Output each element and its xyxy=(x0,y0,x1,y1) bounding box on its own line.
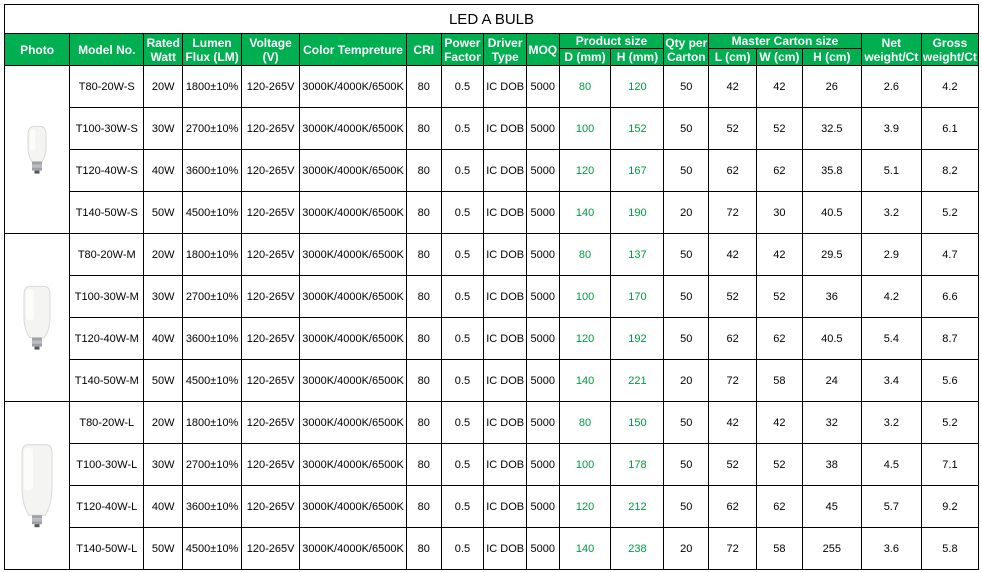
cell-lumen: 3600±10% xyxy=(183,318,242,360)
cell-watt: 20W xyxy=(144,234,183,276)
cell-pf: 0.5 xyxy=(441,150,484,192)
cell-gross: 4.7 xyxy=(921,234,978,276)
cell-watt: 30W xyxy=(144,444,183,486)
cell-voltage: 120-265V xyxy=(242,150,300,192)
cell-gross: 6.6 xyxy=(921,276,978,318)
cell-hc: 40.5 xyxy=(802,318,861,360)
cell-d: 80 xyxy=(559,402,611,444)
cell-moq: 5000 xyxy=(527,360,560,402)
cell-pf: 0.5 xyxy=(441,108,484,150)
cell-w: 42 xyxy=(757,234,803,276)
cell-watt: 30W xyxy=(144,108,183,150)
cell-d: 100 xyxy=(559,108,611,150)
cell-color: 3000K/4000K/6500K xyxy=(300,192,407,234)
cell-net: 5.7 xyxy=(861,486,921,528)
cell-qty: 50 xyxy=(664,66,709,108)
cell-cri: 80 xyxy=(406,150,441,192)
cell-w: 52 xyxy=(757,444,803,486)
header-cri: CRI xyxy=(406,34,441,66)
cell-l: 62 xyxy=(709,318,757,360)
cell-model: T120-40W-S xyxy=(70,150,144,192)
cell-d: 120 xyxy=(559,150,611,192)
cell-h: 167 xyxy=(611,150,664,192)
cell-h: 152 xyxy=(611,108,664,150)
cell-lumen: 2700±10% xyxy=(183,444,242,486)
header-rated-watt: Rated Watt xyxy=(144,34,183,66)
table-row xyxy=(5,444,979,486)
cell-w: 52 xyxy=(757,108,803,150)
cell-qty: 50 xyxy=(664,444,709,486)
table-row xyxy=(5,108,979,150)
cell-color: 3000K/4000K/6500K xyxy=(300,108,407,150)
header-model: Model No. xyxy=(70,34,144,66)
cell-pf: 0.5 xyxy=(441,318,484,360)
cell-d: 80 xyxy=(559,234,611,276)
header-power-factor: Power Factor xyxy=(441,34,484,66)
cell-cri: 80 xyxy=(406,444,441,486)
cell-driver: IC DOB xyxy=(484,192,527,234)
cell-driver: IC DOB xyxy=(484,486,527,528)
header-d-mm: D (mm) xyxy=(559,49,611,66)
header-voltage: Voltage (V) xyxy=(242,34,300,66)
cell-cri: 80 xyxy=(406,402,441,444)
cell-model: T80-20W-S xyxy=(70,66,144,108)
cell-l: 52 xyxy=(709,444,757,486)
cell-gross: 4.2 xyxy=(921,66,978,108)
cell-driver: IC DOB xyxy=(484,150,527,192)
cell-gross: 5.2 xyxy=(921,192,978,234)
cell-l: 72 xyxy=(709,360,757,402)
cell-w: 58 xyxy=(757,528,803,570)
cell-pf: 0.5 xyxy=(441,360,484,402)
cell-moq: 5000 xyxy=(527,318,560,360)
cell-pf: 0.5 xyxy=(441,528,484,570)
cell-hc: 32 xyxy=(802,402,861,444)
cell-voltage: 120-265V xyxy=(242,318,300,360)
cell-w: 42 xyxy=(757,66,803,108)
cell-gross: 5.6 xyxy=(921,360,978,402)
table-row xyxy=(5,486,979,528)
cell-gross: 8.2 xyxy=(921,150,978,192)
cell-model: T100-30W-S xyxy=(70,108,144,150)
cell-driver: IC DOB xyxy=(484,444,527,486)
cell-d: 120 xyxy=(559,486,611,528)
cell-color: 3000K/4000K/6500K xyxy=(300,444,407,486)
cell-watt: 20W xyxy=(144,66,183,108)
cell-driver: IC DOB xyxy=(484,276,527,318)
cell-l: 52 xyxy=(709,276,757,318)
cell-voltage: 120-265V xyxy=(242,108,300,150)
cell-lumen: 2700±10% xyxy=(183,108,242,150)
cell-net: 3.9 xyxy=(861,108,921,150)
cell-driver: IC DOB xyxy=(484,234,527,276)
cell-qty: 50 xyxy=(664,108,709,150)
cell-voltage: 120-265V xyxy=(242,192,300,234)
cell-voltage: 120-265V xyxy=(242,234,300,276)
cell-w: 52 xyxy=(757,276,803,318)
cell-h: 150 xyxy=(611,402,664,444)
cell-l: 72 xyxy=(709,192,757,234)
cell-h: 221 xyxy=(611,360,664,402)
cell-h: 190 xyxy=(611,192,664,234)
cell-moq: 5000 xyxy=(527,192,560,234)
cell-gross: 8.7 xyxy=(921,318,978,360)
led-bulb-large-icon xyxy=(7,406,67,566)
cell-watt: 50W xyxy=(144,528,183,570)
cell-pf: 0.5 xyxy=(441,402,484,444)
cell-net: 2.6 xyxy=(861,66,921,108)
cell-model: T140-50W-M xyxy=(70,360,144,402)
cell-net: 5.4 xyxy=(861,318,921,360)
cell-moq: 5000 xyxy=(527,486,560,528)
cell-net: 3.6 xyxy=(861,528,921,570)
cell-l: 42 xyxy=(709,402,757,444)
cell-pf: 0.5 xyxy=(441,66,484,108)
cell-lumen: 1800±10% xyxy=(183,66,242,108)
cell-h: 192 xyxy=(611,318,664,360)
cell-voltage: 120-265V xyxy=(242,444,300,486)
cell-watt: 50W xyxy=(144,360,183,402)
cell-model: T120-40W-L xyxy=(70,486,144,528)
cell-d: 140 xyxy=(559,528,611,570)
header-product-size: Product size xyxy=(559,34,664,49)
cell-pf: 0.5 xyxy=(441,192,484,234)
header-moq: MOQ xyxy=(527,34,560,66)
cell-voltage: 120-265V xyxy=(242,528,300,570)
cell-color: 3000K/4000K/6500K xyxy=(300,402,407,444)
cell-qty: 20 xyxy=(664,192,709,234)
cell-watt: 50W xyxy=(144,192,183,234)
cell-l: 62 xyxy=(709,150,757,192)
cell-d: 140 xyxy=(559,192,611,234)
cell-hc: 36 xyxy=(802,276,861,318)
cell-cri: 80 xyxy=(406,66,441,108)
cell-d: 120 xyxy=(559,318,611,360)
cell-hc: 32.5 xyxy=(802,108,861,150)
cell-moq: 5000 xyxy=(527,150,560,192)
cell-model: T100-30W-L xyxy=(70,444,144,486)
cell-qty: 50 xyxy=(664,486,709,528)
cell-pf: 0.5 xyxy=(441,444,484,486)
cell-color: 3000K/4000K/6500K xyxy=(300,276,407,318)
cell-hc: 26 xyxy=(802,66,861,108)
led-bulb-spec-table xyxy=(4,4,979,570)
cell-model: T100-30W-M xyxy=(70,276,144,318)
header-w-cm: W (cm) xyxy=(757,49,803,66)
cell-moq: 5000 xyxy=(527,402,560,444)
cell-cri: 80 xyxy=(406,318,441,360)
cell-w: 58 xyxy=(757,360,803,402)
cell-h: 238 xyxy=(611,528,664,570)
cell-voltage: 120-265V xyxy=(242,402,300,444)
cell-hc: 24 xyxy=(802,360,861,402)
cell-lumen: 4500±10% xyxy=(183,528,242,570)
cell-h: 120 xyxy=(611,66,664,108)
cell-l: 72 xyxy=(709,528,757,570)
cell-l: 42 xyxy=(709,66,757,108)
table-row xyxy=(5,360,979,402)
cell-net: 3.2 xyxy=(861,402,921,444)
cell-watt: 30W xyxy=(144,276,183,318)
table-title: LED A BULB xyxy=(5,5,979,34)
cell-gross: 9.2 xyxy=(921,486,978,528)
cell-color: 3000K/4000K/6500K xyxy=(300,528,407,570)
header-h-cm: H (cm) xyxy=(802,49,861,66)
cell-color: 3000K/4000K/6500K xyxy=(300,234,407,276)
cell-h: 137 xyxy=(611,234,664,276)
cell-driver: IC DOB xyxy=(484,402,527,444)
cell-d: 100 xyxy=(559,444,611,486)
cell-voltage: 120-265V xyxy=(242,66,300,108)
cell-driver: IC DOB xyxy=(484,360,527,402)
cell-qty: 50 xyxy=(664,318,709,360)
cell-net: 3.2 xyxy=(861,192,921,234)
header-lumen: Lumen Flux (LM) xyxy=(183,34,242,66)
cell-net: 5.1 xyxy=(861,150,921,192)
cell-color: 3000K/4000K/6500K xyxy=(300,150,407,192)
cell-w: 42 xyxy=(757,402,803,444)
cell-lumen: 3600±10% xyxy=(183,486,242,528)
cell-pf: 0.5 xyxy=(441,486,484,528)
table-row xyxy=(5,528,979,570)
cell-watt: 20W xyxy=(144,402,183,444)
cell-model: T120-40W-M xyxy=(70,318,144,360)
cell-hc: 255 xyxy=(802,528,861,570)
cell-h: 178 xyxy=(611,444,664,486)
cell-hc: 35.8 xyxy=(802,150,861,192)
product-photo-cell xyxy=(5,66,70,234)
cell-lumen: 2700±10% xyxy=(183,276,242,318)
cell-qty: 50 xyxy=(664,402,709,444)
product-photo-cell xyxy=(5,402,70,570)
table-row xyxy=(5,318,979,360)
cell-color: 3000K/4000K/6500K xyxy=(300,486,407,528)
cell-hc: 40.5 xyxy=(802,192,861,234)
table-row xyxy=(5,234,979,276)
cell-hc: 38 xyxy=(802,444,861,486)
table-row xyxy=(5,150,979,192)
cell-cri: 80 xyxy=(406,108,441,150)
cell-w: 62 xyxy=(757,318,803,360)
cell-voltage: 120-265V xyxy=(242,486,300,528)
cell-watt: 40W xyxy=(144,150,183,192)
cell-d: 80 xyxy=(559,66,611,108)
cell-qty: 50 xyxy=(664,150,709,192)
led-bulb-medium-icon xyxy=(7,238,67,398)
cell-moq: 5000 xyxy=(527,444,560,486)
cell-voltage: 120-265V xyxy=(242,360,300,402)
cell-driver: IC DOB xyxy=(484,528,527,570)
cell-model: T140-50W-L xyxy=(70,528,144,570)
cell-hc: 29.5 xyxy=(802,234,861,276)
table-row xyxy=(5,402,979,444)
cell-gross: 5.8 xyxy=(921,528,978,570)
cell-net: 3.4 xyxy=(861,360,921,402)
cell-color: 3000K/4000K/6500K xyxy=(300,66,407,108)
cell-lumen: 4500±10% xyxy=(183,360,242,402)
cell-moq: 5000 xyxy=(527,528,560,570)
cell-color: 3000K/4000K/6500K xyxy=(300,318,407,360)
cell-cri: 80 xyxy=(406,360,441,402)
cell-moq: 5000 xyxy=(527,234,560,276)
cell-l: 42 xyxy=(709,234,757,276)
cell-w: 62 xyxy=(757,150,803,192)
cell-net: 4.2 xyxy=(861,276,921,318)
table-row xyxy=(5,192,979,234)
table-row xyxy=(5,66,979,108)
header-h-mm: H (mm) xyxy=(611,49,664,66)
cell-qty: 50 xyxy=(664,276,709,318)
cell-voltage: 120-265V xyxy=(242,276,300,318)
cell-gross: 6.1 xyxy=(921,108,978,150)
header-master-carton: Master Carton size xyxy=(709,34,862,49)
led-bulb-small-icon xyxy=(7,70,67,230)
cell-d: 100 xyxy=(559,276,611,318)
header-color-temp: Color Tempreture xyxy=(300,34,407,66)
cell-lumen: 4500±10% xyxy=(183,192,242,234)
cell-w: 30 xyxy=(757,192,803,234)
cell-model: T80-20W-L xyxy=(70,402,144,444)
cell-moq: 5000 xyxy=(527,276,560,318)
product-photo-cell xyxy=(5,234,70,402)
cell-model: T80-20W-M xyxy=(70,234,144,276)
cell-color: 3000K/4000K/6500K xyxy=(300,360,407,402)
cell-moq: 5000 xyxy=(527,108,560,150)
cell-cri: 80 xyxy=(406,276,441,318)
cell-watt: 40W xyxy=(144,486,183,528)
cell-l: 52 xyxy=(709,108,757,150)
cell-qty: 20 xyxy=(664,528,709,570)
cell-driver: IC DOB xyxy=(484,318,527,360)
cell-qty: 20 xyxy=(664,360,709,402)
cell-h: 170 xyxy=(611,276,664,318)
header-net-weight: Net weight/Ct xyxy=(861,34,921,66)
cell-lumen: 1800±10% xyxy=(183,234,242,276)
header-qty-per-carton: Qty per Carton xyxy=(665,35,708,64)
cell-cri: 80 xyxy=(406,528,441,570)
cell-d: 140 xyxy=(559,360,611,402)
cell-qty: 50 xyxy=(664,234,709,276)
header-photo: Photo xyxy=(5,34,70,66)
table-row xyxy=(5,276,979,318)
header-gross-weight: Gross weight/Ct xyxy=(922,35,977,64)
cell-driver: IC DOB xyxy=(484,108,527,150)
cell-w: 62 xyxy=(757,486,803,528)
cell-watt: 40W xyxy=(144,318,183,360)
cell-cri: 80 xyxy=(406,192,441,234)
cell-model: T140-50W-S xyxy=(70,192,144,234)
cell-cri: 80 xyxy=(406,234,441,276)
cell-l: 62 xyxy=(709,486,757,528)
cell-hc: 45 xyxy=(802,486,861,528)
header-driver-type: Driver Type xyxy=(484,34,527,66)
cell-lumen: 1800±10% xyxy=(183,402,242,444)
cell-moq: 5000 xyxy=(527,66,560,108)
cell-lumen: 3600±10% xyxy=(183,150,242,192)
cell-gross: 5.2 xyxy=(921,402,978,444)
header-l-cm: L (cm) xyxy=(709,49,757,66)
cell-cri: 80 xyxy=(406,486,441,528)
cell-net: 2.9 xyxy=(861,234,921,276)
cell-gross: 7.1 xyxy=(921,444,978,486)
cell-h: 212 xyxy=(611,486,664,528)
cell-pf: 0.5 xyxy=(441,276,484,318)
cell-net: 4.5 xyxy=(861,444,921,486)
cell-driver: IC DOB xyxy=(484,66,527,108)
cell-pf: 0.5 xyxy=(441,234,484,276)
